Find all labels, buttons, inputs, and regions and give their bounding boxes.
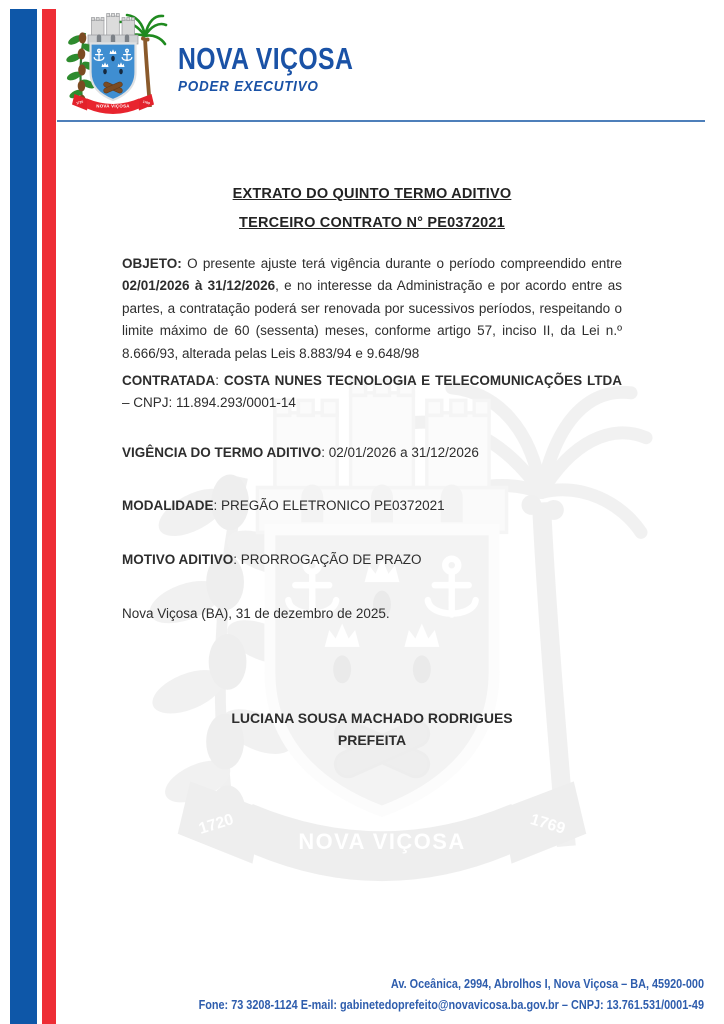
objeto-text-1: O presente ajuste terá vigência durante o período compreendido entre	[187, 256, 622, 271]
objeto-text-2: , e no interesse da Administração e por acordo entre as partes, a contratação poderá ser renovada por sucessivos períodos, respeitando o limite máximo de 60 (sessenta) meses, conforme artigo 57, inciso II, da Lei n.º 8.666/93, alterada pelas Leis 8.883/94 e 9.648/98	[122, 278, 622, 361]
coat-of-arms-logo	[58, 7, 168, 119]
footer-address: Av. Oceânica, 2994, Abrolhos I, Nova Viçosa – BA, 45920-000	[390, 977, 704, 991]
signature-name: LUCIANA SOUSA MACHADO RODRIGUES	[231, 709, 513, 726]
objeto-label: OBJETO:	[122, 256, 182, 271]
signature-block	[122, 707, 622, 751]
header-divider	[57, 120, 705, 122]
contratada-company: COSTA NUNES TECNOLOGIA E TELECOMUNICAÇÕES LTDA	[223, 373, 622, 389]
left-red-bar	[42, 9, 56, 1024]
document-body	[122, 183, 622, 751]
left-blue-bar	[10, 9, 37, 1024]
motivo-label: MOTIVO ADITIVO	[122, 551, 234, 567]
contratada-label: CONTRATADA	[122, 373, 216, 389]
page-footer	[130, 974, 704, 1016]
dateline: Nova Viçosa (BA), 31 de dezembro de 2025.	[122, 605, 390, 621]
org-title-block	[178, 7, 397, 95]
modalidade-value: : PREGÃO ELETRONICO PE0372021	[213, 497, 445, 513]
letterhead	[58, 7, 397, 119]
contratada-separator: :	[215, 373, 224, 389]
vigencia-label: VIGÊNCIA DO TERMO ADITIVO	[122, 444, 322, 460]
org-subtitle: PODER EXECUTIVO	[178, 78, 319, 95]
contratada-cnpj: – CNPJ: 11.894.293/0001-14	[122, 395, 296, 411]
vigencia-value: : 02/01/2026 a 31/12/2026	[321, 444, 479, 460]
modalidade-line	[122, 495, 622, 517]
motivo-value: : PRORROGAÇÃO DE PRAZO	[233, 551, 422, 567]
doc-title-line1: EXTRATO DO QUINTO TERMO ADITIVO	[232, 186, 512, 202]
modalidade-label: MODALIDADE	[122, 497, 214, 513]
vigencia-line	[122, 442, 622, 464]
objeto-paragraph	[122, 253, 622, 365]
footer-contact: Fone: 73 3208-1124 E-mail: gabinetedoprefeito@novavicosa.ba.gov.br – CNPJ: 13.761.531/0001-49	[198, 998, 704, 1012]
motivo-line	[122, 549, 622, 571]
signature-role: PREFEITA	[337, 731, 407, 748]
contratada-paragraph	[122, 370, 622, 415]
objeto-dates: 02/01/2026 à 31/12/2026	[122, 278, 276, 294]
doc-title-line2: TERCEIRO CONTRATO N° PE0372021	[239, 215, 505, 231]
org-name: NOVA VIÇOSA	[178, 41, 354, 76]
